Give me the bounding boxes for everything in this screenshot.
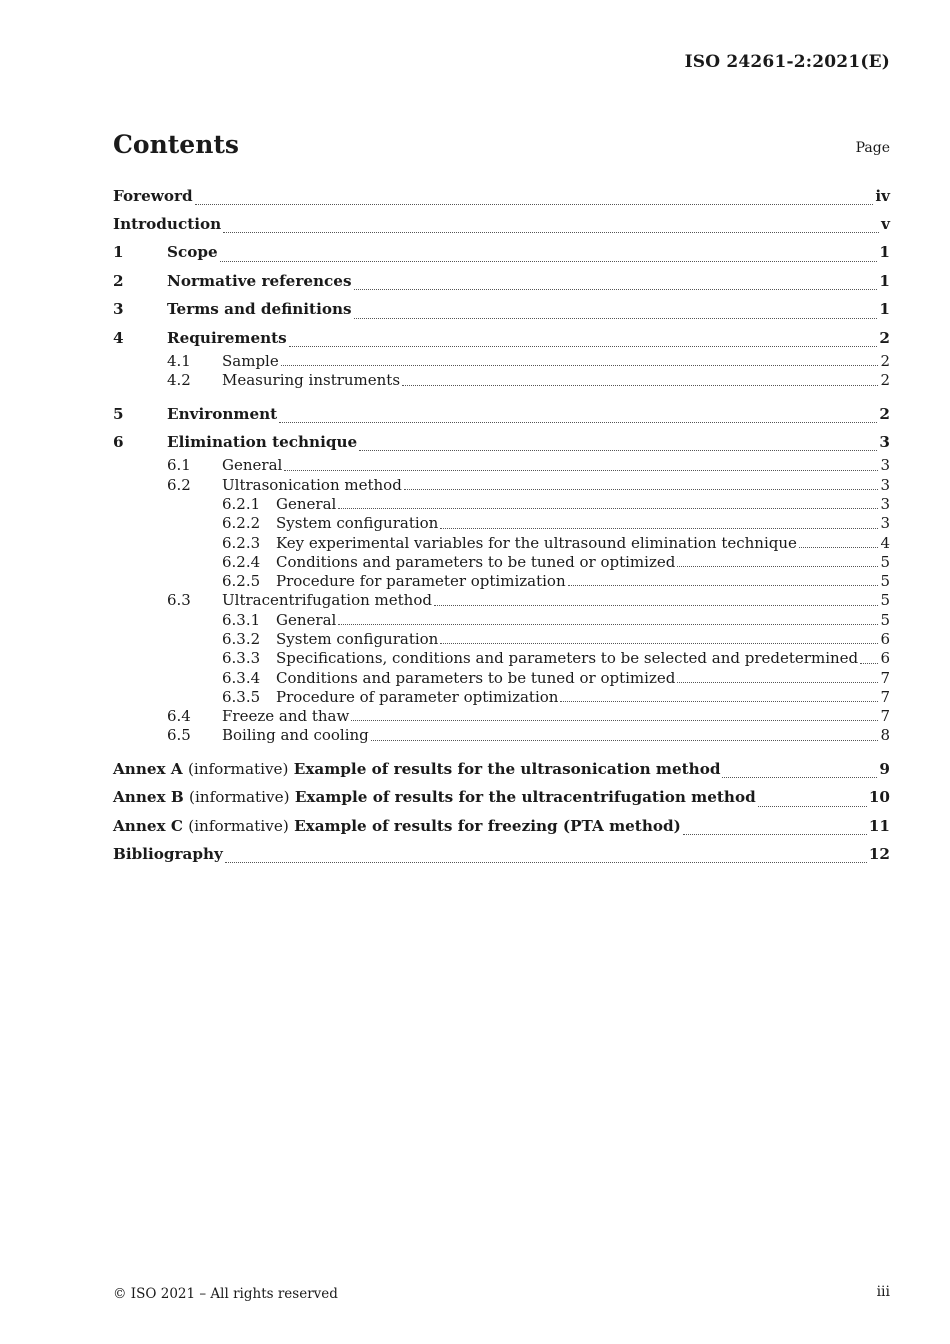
annex-note: (informative) [187,759,289,778]
toc-entry-page: 1 [879,271,890,290]
annex-title: Example of results for the ultracentrifugation method [294,788,756,807]
toc-entry[interactable] [113,456,890,475]
dot-leader [799,546,879,548]
dot-leader [195,203,874,205]
toc-entry[interactable] [113,630,890,649]
toc-entry-number: 6.2.3 [222,533,261,552]
toc-entry-number: 6.2 [167,475,191,494]
dot-leader [404,488,879,490]
toc-entry-number: 6.3.2 [222,630,261,648]
copyright-notice: © ISO 2021 – All rights reserved [113,1286,338,1302]
toc-entry-page: 2 [879,328,890,347]
toc-entry-number: 6.2.1 [222,494,261,513]
toc-entry-title: Ultrasonication method [222,475,402,494]
toc-entry-title: Foreword [113,187,193,205]
toc-entry-title: Normative references [167,271,352,290]
toc-entry[interactable] [113,755,890,783]
dot-leader [338,507,878,509]
toc-entry-page: 1 [879,243,890,262]
dot-leader [568,584,879,586]
toc-entry-title [113,783,756,811]
dot-leader [281,364,879,366]
toc-entry[interactable] [113,182,890,210]
toc-entry-page: v [881,215,890,233]
toc-entry-page: 4 [880,533,890,552]
toc-entry-number: 5 [113,404,124,423]
toc-entry-page: 2 [879,404,890,423]
toc-entry[interactable] [113,238,890,266]
dot-leader [402,384,878,386]
toc-entry[interactable] [113,371,890,390]
toc-entry-page: 3 [880,475,890,494]
toc-entry[interactable] [113,553,890,572]
toc-entry[interactable] [113,534,890,553]
toc-entry-page: 3 [879,432,890,451]
dot-leader [434,604,878,606]
toc-entry[interactable] [113,840,890,868]
toc-entry-page: 5 [880,552,890,571]
toc-entry-number: 6.3.3 [222,649,261,668]
toc-entry-title: Conditions and parameters to be tuned or optimized [276,552,676,571]
toc-entry[interactable] [113,726,890,745]
toc-entry-page: 12 [868,844,890,863]
dot-leader [440,642,878,644]
toc-entry-page: 2 [880,351,890,370]
toc-entry-title: Terms and definitions [167,300,352,319]
toc-entry-title: General [276,610,337,629]
toc-entry-title [113,755,720,783]
toc-entry[interactable] [113,267,890,295]
page-number: iii [876,1284,890,1300]
toc-entry[interactable] [113,428,890,456]
toc-entry-page: 10 [868,788,890,807]
toc-entry-number: 6.3.1 [222,610,261,629]
dot-leader [220,260,878,262]
dot-leader [225,861,867,863]
dot-leader [677,565,878,567]
toc-entry[interactable] [113,324,890,352]
page-column-label: Page [855,140,890,156]
toc-entry-number: 4.1 [167,351,191,370]
contents-title: Contents [113,130,240,159]
toc-entry-page: 1 [879,300,890,319]
dot-leader [440,527,878,529]
toc-entry-title: Specifications, conditions and parameters to be selected and predetermined [276,649,859,668]
dot-leader [560,700,878,702]
annex-title: Example of results for the ultrasonication method [293,759,721,778]
dot-leader [683,833,867,835]
dot-leader [758,805,867,807]
toc-entry-title: Elimination technique [167,432,358,451]
toc-entry-page: 3 [880,456,890,475]
toc-entry-number: 6.1 [167,456,191,475]
toc-entry-number: 6.2.4 [222,552,261,571]
annex-note: (informative) [189,788,290,807]
toc-entry[interactable] [113,649,890,668]
toc-entry[interactable] [113,688,890,707]
toc-entry-number: 6.3.5 [222,687,261,706]
dot-leader [722,776,877,778]
dot-leader [279,421,877,423]
toc-entry-page: 6 [880,630,890,648]
dot-leader [677,681,878,683]
dot-leader [351,719,878,721]
annex-note: (informative) [188,816,289,835]
dot-leader [223,231,879,233]
toc-entry-title: Bibliography [113,844,223,863]
toc-entry-title [113,812,681,840]
toc-entry-title: General [222,456,283,475]
table-of-contents [113,182,890,868]
dot-leader [354,317,878,319]
toc-entry-title: Key experimental variables for the ultrasound elimination technique [276,533,797,552]
toc-entry-title: Conditions and parameters to be tuned or optimized [276,668,676,687]
toc-entry-number: 6.4 [167,707,191,726]
toc-entry-page: 5 [880,572,890,591]
document-id: ISO 24261-2:2021(E) [684,52,890,72]
toc-entry-page: iv [875,187,890,205]
toc-entry-page: 8 [880,726,890,745]
toc-entry[interactable] [113,495,890,514]
toc-entry-number: 6 [113,432,124,451]
toc-entry[interactable] [113,611,890,630]
toc-entry-title: Measuring instruments [222,371,401,390]
toc-entry-page: 7 [880,687,890,706]
dot-leader [359,449,877,451]
toc-entry-title: Requirements [167,328,287,347]
toc-entry-number: 1 [113,243,124,262]
toc-entry-number: 6.5 [167,726,191,745]
toc-entry[interactable] [113,352,890,371]
toc-entry-number: 2 [113,271,124,290]
toc-entry[interactable] [113,591,890,610]
toc-entry-page: 6 [880,649,890,668]
toc-entry-title: Procedure of parameter optimization [276,687,559,706]
toc-entry-page: 5 [880,610,890,629]
annex-title: Example of results for freezing (PTA method) [294,816,681,835]
dot-leader [371,739,879,741]
toc-entry-title: Scope [167,243,218,262]
toc-entry-title: Environment [167,404,278,423]
toc-entry-number: 4.2 [167,371,191,390]
toc-entry-title: Procedure for parameter optimization [276,572,566,591]
toc-entry-title: System configuration [276,630,439,648]
toc-entry-page: 11 [868,816,890,835]
toc-entry-number: 6.2.5 [222,572,261,591]
annex-label: Annex A [113,759,183,778]
toc-entry[interactable] [113,812,890,840]
toc-entry-page: 2 [880,371,890,390]
toc-entry-page: 9 [879,759,890,778]
dot-leader [338,623,878,625]
toc-entry-page: 5 [880,591,890,610]
annex-label: Annex C [113,816,183,835]
toc-entry-page: 3 [880,514,890,533]
toc-entry-number: 3 [113,300,124,319]
dot-leader [289,345,878,347]
toc-entry[interactable] [113,783,890,811]
toc-entry[interactable] [113,707,890,726]
toc-entry-title: Introduction [113,215,222,233]
toc-entry[interactable] [113,210,890,238]
toc-entry-number: 6.3.4 [222,668,261,687]
annex-label: Annex B [113,788,184,807]
toc-entry[interactable] [113,295,890,323]
toc-entry[interactable] [113,476,890,495]
toc-entry[interactable] [113,400,890,428]
toc-entry[interactable] [113,669,890,688]
toc-entry-title: Ultracentrifugation method [222,591,432,610]
dot-leader [860,662,878,664]
toc-entry-page: 7 [880,707,890,726]
toc-entry[interactable] [113,572,890,591]
toc-entry-number: 4 [113,328,124,347]
toc-entry-title: Freeze and thaw [222,707,350,726]
toc-entry-title: Boiling and cooling [222,726,369,745]
toc-entry-page: 7 [880,668,890,687]
toc-entry-number: 6.2.2 [222,514,261,533]
toc-entry-title: Sample [222,351,279,370]
toc-entry-page: 3 [880,494,890,513]
toc-entry-title: General [276,494,337,513]
dot-leader [354,288,878,290]
toc-entry-number: 6.3 [167,591,191,610]
toc-entry[interactable] [113,514,890,533]
toc-entry-title: System configuration [276,514,439,533]
dot-leader [284,469,878,471]
